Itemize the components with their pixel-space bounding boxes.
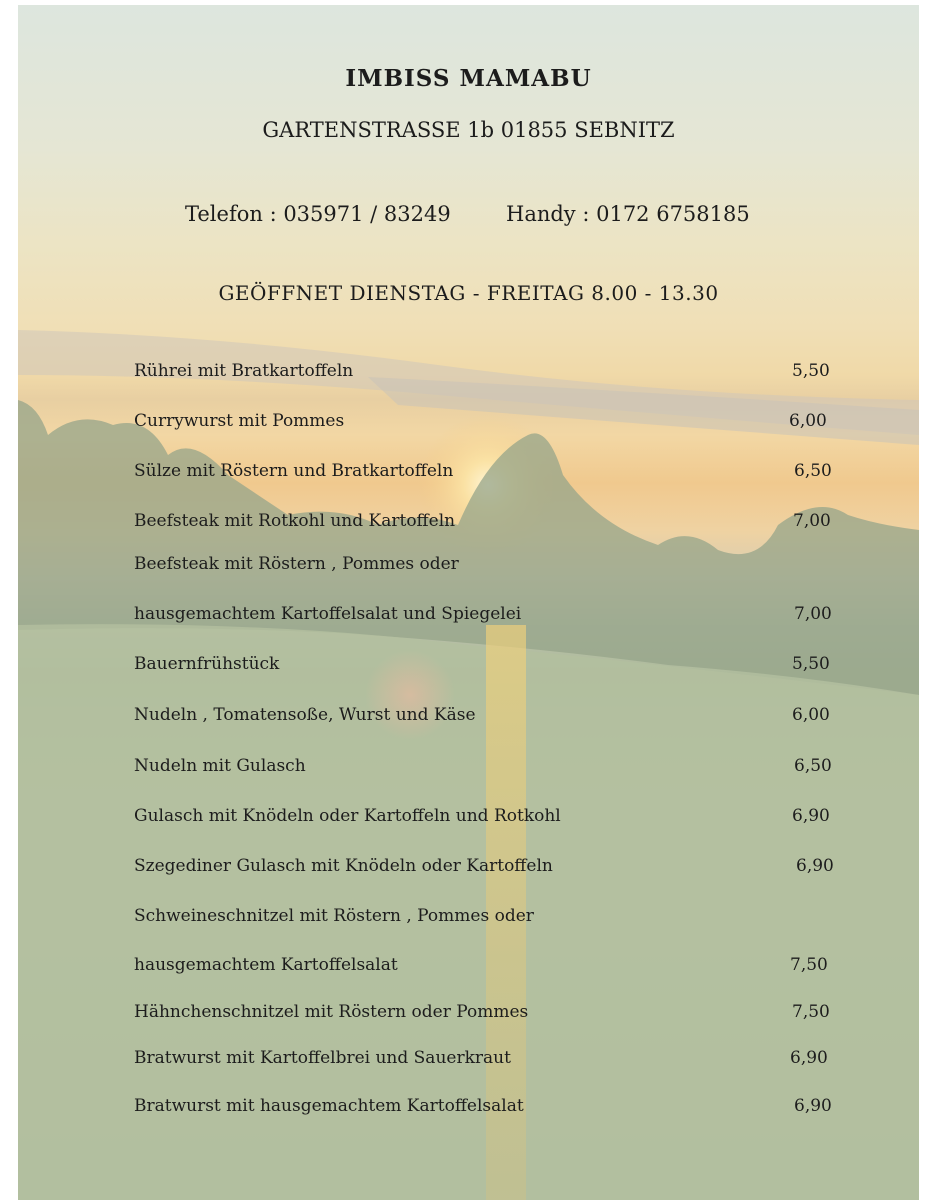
menu-item-name: Gulasch mit Knödeln oder Kartoffeln und Rotkohl — [134, 806, 561, 826]
menu-item-price: 6,90 — [796, 856, 834, 876]
menu-item-name: Hähnchenschnitzel mit Röstern oder Pommes — [134, 1002, 529, 1022]
menu-item-name: Szegediner Gulasch mit Knödeln oder Kartoffeln — [134, 856, 553, 876]
menu-content — [18, 5, 919, 1200]
address: GARTENSTRASSE 1b 01855 SEBNITZ — [262, 118, 675, 142]
menu-item-price: 7,50 — [790, 955, 828, 975]
menu-item-name: Sülze mit Röstern und Bratkartoffeln — [134, 461, 454, 481]
menu-item-price: 5,50 — [792, 361, 830, 381]
menu-item-name-continued: hausgemachtem Kartoffelsalat und Spiegelei — [134, 604, 522, 624]
menu-item-price: 7,00 — [793, 511, 831, 531]
menu-item-price: 5,50 — [792, 654, 830, 674]
menu-item-price: 7,50 — [792, 1002, 830, 1022]
menu-item-name-continued: hausgemachtem Kartoffelsalat — [134, 955, 398, 975]
menu-item-name: Currywurst mit Pommes — [134, 411, 345, 431]
menu-page — [18, 5, 919, 1200]
menu-item-price: 7,00 — [794, 604, 832, 624]
menu-item-price: 6,00 — [789, 411, 827, 431]
menu-item-name: Bratwurst mit Kartoffelbrei und Sauerkraut — [134, 1048, 511, 1068]
menu-item-price: 6,90 — [792, 806, 830, 826]
opening-hours: GEÖFFNET DIENSTAG - FREITAG 8.00 - 13.30 — [218, 281, 719, 305]
menu-item-price: 6,90 — [794, 1096, 832, 1116]
menu-item-name: Beefsteak mit Rotkohl und Kartoffeln — [134, 511, 456, 531]
menu-item-name: Nudeln mit Gulasch — [134, 756, 306, 776]
menu-item-price: 6,00 — [792, 705, 830, 725]
menu-item-price: 6,90 — [790, 1048, 828, 1068]
menu-item-price: 6,50 — [794, 756, 832, 776]
mobile-number: Handy : 0172 6758185 — [506, 202, 750, 226]
menu-item-name: Schweineschnitzel mit Röstern , Pommes oder — [134, 906, 534, 926]
menu-item-price: 6,50 — [794, 461, 832, 481]
restaurant-name: IMBISS MAMABU — [345, 65, 592, 92]
phone-number: Telefon : 035971 / 83249 — [185, 202, 451, 226]
menu-item-name: Bauernfrühstück — [134, 654, 280, 674]
menu-item-name: Rührei mit Bratkartoffeln — [134, 361, 354, 381]
menu-item-name: Beefsteak mit Röstern , Pommes oder — [134, 554, 459, 574]
menu-item-name: Nudeln , Tomatensoße, Wurst und Käse — [134, 705, 476, 725]
menu-item-name: Bratwurst mit hausgemachtem Kartoffelsalat — [134, 1096, 524, 1116]
